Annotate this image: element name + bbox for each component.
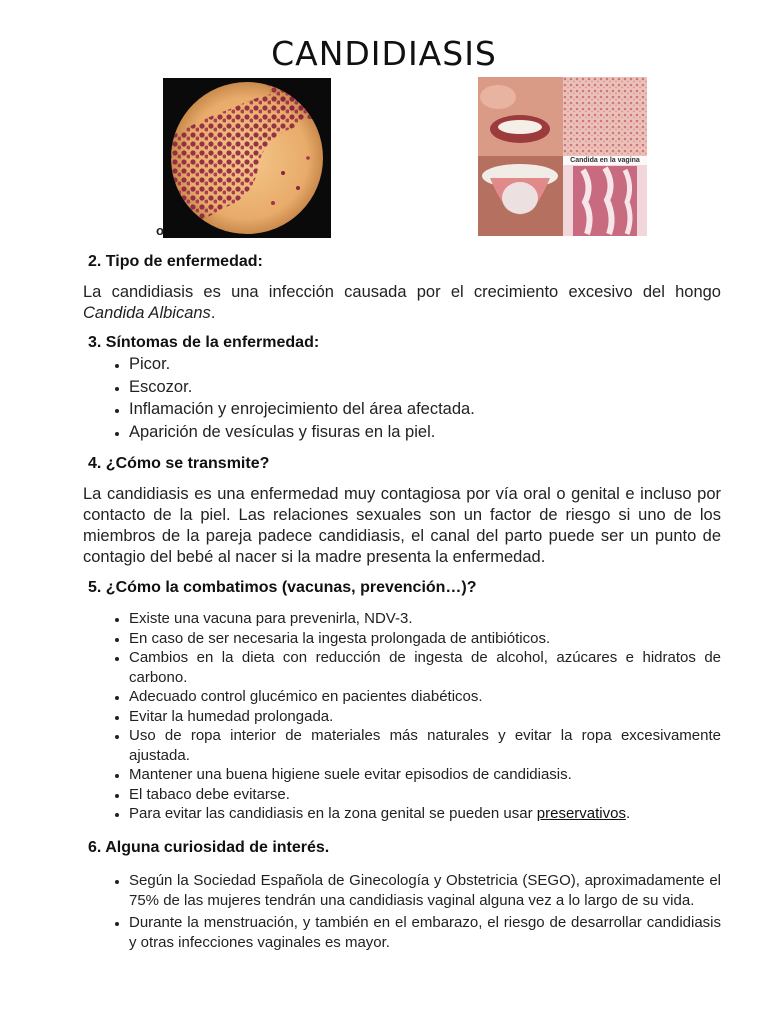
photo-caption: Candida en la vagina bbox=[563, 156, 647, 165]
stray-character: o bbox=[156, 223, 164, 238]
heading-tipo-enfermedad: 2. Tipo de enfermedad: bbox=[88, 253, 263, 270]
photo-skin-rash bbox=[563, 77, 647, 156]
list-item: • Para evitar las candidiasis en la zona genital se pueden usar preservativos. bbox=[129, 804, 721, 824]
symptom-photo-collage bbox=[478, 77, 647, 236]
list-item: • Existe una vacuna para prevenirla, NDV-3. bbox=[129, 609, 721, 629]
preservativos-link[interactable]: preservativos bbox=[536, 805, 626, 822]
microscope-image bbox=[163, 78, 331, 238]
photo-tongue bbox=[478, 156, 563, 236]
list-item: • Uso de ropa interior de materiales más naturales y evitar la ropa excesivamente ajustada. bbox=[129, 726, 721, 765]
heading-sintomas: 3. Síntomas de la enfermedad: bbox=[88, 334, 320, 351]
list-item: • Cambios en la dieta con reducción de ingesta de alcohol, azúcares e hidratos de carbono. bbox=[129, 648, 721, 687]
prevention-list bbox=[83, 609, 721, 824]
paragraph-tipo-enfermedad: La candidiasis es una infección causada por el crecimiento excesivo del hongo Candida Albicans. bbox=[83, 283, 721, 322]
list-item: • Adecuado control glucémico en pacientes diabéticos. bbox=[129, 687, 721, 707]
heading-prevencion: 5. ¿Cómo la combatimos (vacunas, prevención…)? bbox=[88, 579, 477, 596]
list-item: • Según la Sociedad Española de Ginecología y Obstetricia (SEGO), aproximadamente el 75% de las mujeres tendrán una candidiasis vaginal alguna vez a lo largo de su vida. bbox=[129, 871, 721, 910]
list-item: • Escozor. bbox=[129, 376, 721, 399]
symptoms-list bbox=[83, 353, 721, 443]
list-item: • En caso de ser necesaria la ingesta prolongada de antibióticos. bbox=[129, 629, 721, 649]
list-item: • Inflamación y enrojecimiento del área afectada. bbox=[129, 398, 721, 421]
list-item: • El tabaco debe evitarse. bbox=[129, 785, 721, 805]
list-item: • Mantener una buena higiene suele evitar episodios de candidiasis. bbox=[129, 765, 721, 785]
list-item: • Aparición de vesículas y fisuras en la piel. bbox=[129, 421, 721, 444]
list-item: • Durante la menstruación, y también en el embarazo, el riesgo de desarrollar candidiasis y otras infecciones vaginales es mayor. bbox=[129, 913, 721, 952]
species-name: Candida Albicans bbox=[83, 304, 211, 322]
page-title: CANDIDIASIS bbox=[271, 34, 497, 73]
photo-mouth bbox=[478, 77, 563, 156]
list-item: • Picor. bbox=[129, 353, 721, 376]
heading-curiosidad: 6. Alguna curiosidad de interés. bbox=[88, 839, 330, 856]
paragraph-transmision: La candidiasis es una enfermedad muy contagiosa por vía oral o genital e incluso por contacto de la piel. Las relaciones sexuales son un factor de riesgo si uno de los miembros de la pareja padece candidiasis, el canal del parto puede ser un punto de contagio del bebé al nacer si la madre presenta la enfermedad. bbox=[83, 485, 721, 566]
curiosity-list bbox=[83, 871, 721, 952]
list-item: • Evitar la humedad prolongada. bbox=[129, 707, 721, 727]
heading-transmision: 4. ¿Cómo se transmite? bbox=[88, 455, 270, 472]
photo-vaginal-candida bbox=[563, 156, 647, 236]
